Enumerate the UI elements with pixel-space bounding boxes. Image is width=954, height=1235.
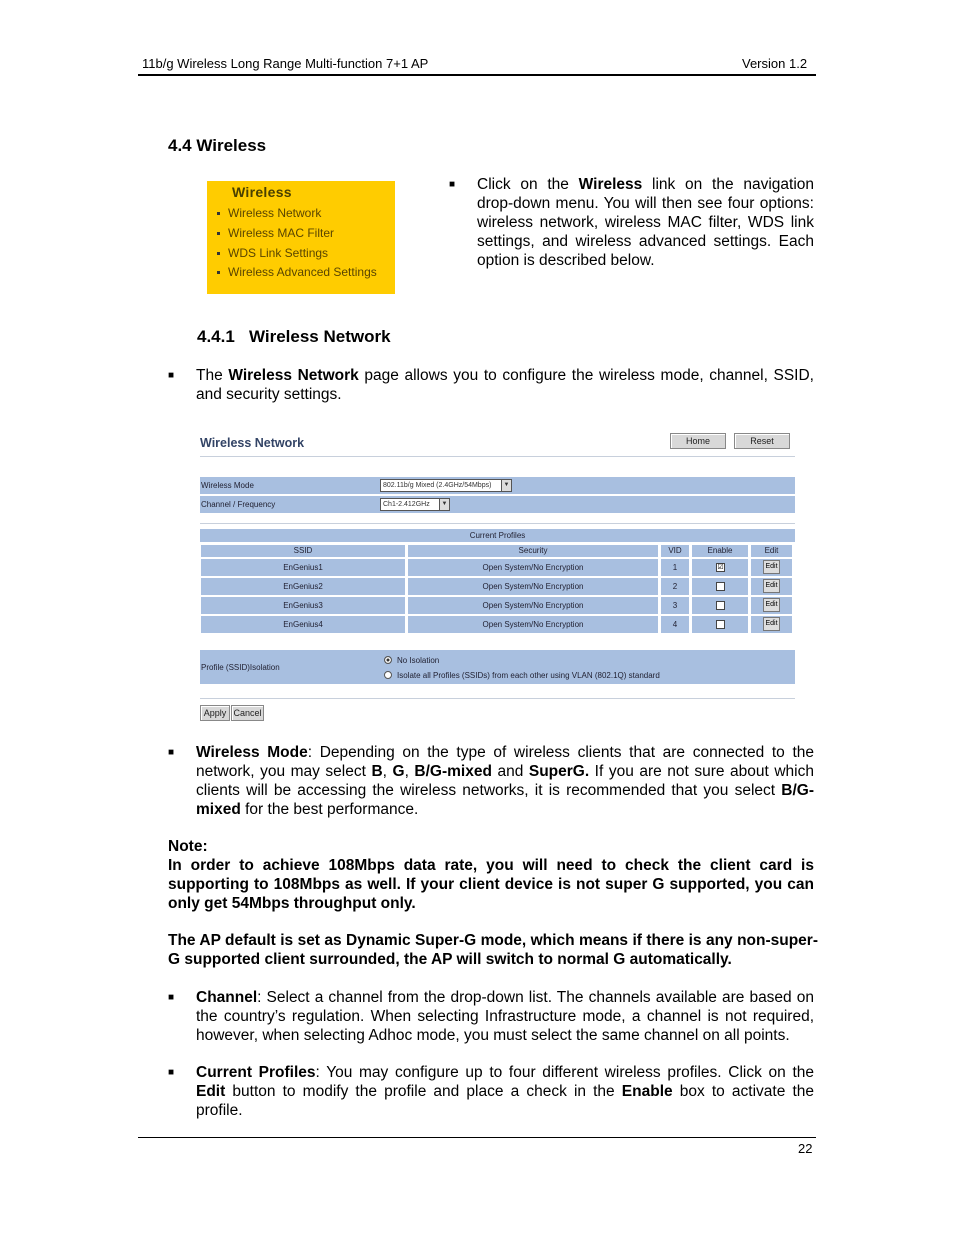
note-label: Note: bbox=[168, 838, 208, 855]
wireless-mode-paragraph: Wireless Mode: Depending on the type of wireless clients that are connected to the network, you may select B, G, B/G-mixed and SuperG. If you are not sure about which clients will be accessing the wireless networks, it is recommended that you select B/G-mixed for the best performance. bbox=[196, 744, 814, 818]
channel-select[interactable]: Ch1-2.412GHz ▼ bbox=[380, 498, 450, 511]
section-heading: 4.4 Wireless bbox=[168, 136, 267, 155]
enable-checkbox[interactable] bbox=[716, 601, 725, 610]
wireless-mode-label: Wireless Mode bbox=[201, 481, 254, 490]
bullet-square-icon: ■ bbox=[168, 992, 175, 1003]
current-profiles-paragraph: Current Profiles: You may configure up to four different wireless profiles. Click on the Edit button to modify the profile and place a check in the Enable box to activate the profile. bbox=[196, 1064, 814, 1119]
security-cell: Open System/No Encryption bbox=[408, 616, 658, 633]
edit-button[interactable]: Edit bbox=[763, 579, 780, 593]
isolation-none-radio[interactable] bbox=[384, 656, 392, 664]
ssid-cell: EnGenius3 bbox=[201, 597, 405, 614]
channel-paragraph: Channel: Select a channel from the drop-down list. The channels available are based on the country’s regulation. When selecting Infrastructure mode, a channel is not required, however, when selecting Adhoc mode, you must select the same channel on all points. bbox=[196, 989, 814, 1044]
apply-button[interactable]: Apply bbox=[200, 705, 230, 721]
intro-paragraph: Click on the Wireless link on the navigation drop-down menu. You will then see four options: wireless network, wireless MAC filter, WDS link settings, and wireless advanced settings. Each option is described below. bbox=[477, 176, 814, 269]
bullet-square-icon: ■ bbox=[449, 179, 456, 190]
divider bbox=[200, 698, 795, 699]
document-title: 11b/g Wireless Long Range Multi-function 7+1 AP bbox=[142, 56, 429, 71]
divider bbox=[200, 456, 795, 457]
edit-button[interactable]: Edit bbox=[763, 617, 780, 631]
wireless-menu-item: WDS Link Settings bbox=[217, 246, 328, 260]
enable-checkbox[interactable] bbox=[716, 620, 725, 629]
screenshot-title: Wireless Network bbox=[200, 436, 305, 450]
reset-button[interactable]: Reset bbox=[734, 433, 790, 449]
wireless-network-screenshot bbox=[196, 422, 802, 724]
wireless-menu-item: Wireless MAC Filter bbox=[217, 226, 334, 240]
isolation-vlan-radio[interactable] bbox=[384, 671, 392, 679]
cancel-button[interactable]: Cancel bbox=[231, 705, 264, 721]
ssid-cell: EnGenius2 bbox=[201, 578, 405, 595]
ssid-cell: EnGenius4 bbox=[201, 616, 405, 633]
bullet-square-icon: ■ bbox=[168, 1067, 175, 1078]
footer-rule bbox=[138, 1137, 816, 1138]
vid-cell: 2 bbox=[661, 578, 689, 595]
wireless-menu-image bbox=[207, 181, 395, 294]
note-paragraph-2: The AP default is set as Dynamic Super-G mode, which means if there is any non-super-G supported client surrounded, the AP will switch to normal G automatically. bbox=[168, 932, 818, 968]
profiles-heading: Current Profiles bbox=[200, 529, 795, 542]
security-cell: Open System/No Encryption bbox=[408, 578, 658, 595]
vid-cell: 3 bbox=[661, 597, 689, 614]
wireless-menu-title: Wireless bbox=[232, 184, 292, 200]
isolation-vlan-label: Isolate all Profiles (SSIDs) from each other using VLAN (802.1Q) standard bbox=[397, 671, 660, 680]
enable-checkbox[interactable] bbox=[716, 582, 725, 591]
document-version: Version 1.2 bbox=[742, 56, 808, 71]
page-number: 22 bbox=[798, 1141, 813, 1156]
isolation-none-label: No Isolation bbox=[397, 656, 440, 665]
col-security: Security bbox=[408, 545, 658, 557]
vid-cell: 1 bbox=[661, 559, 689, 576]
subsection-heading: 4.4.1 Wireless Network bbox=[197, 327, 391, 346]
bullet-square-icon: ■ bbox=[168, 747, 175, 758]
wireless-menu-item: Wireless Advanced Settings bbox=[217, 265, 377, 279]
col-ssid: SSID bbox=[201, 545, 405, 557]
security-cell: Open System/No Encryption bbox=[408, 559, 658, 576]
vid-cell: 4 bbox=[661, 616, 689, 633]
wireless-network-paragraph: The Wireless Network page allows you to configure the wireless mode, channel, SSID, and security settings. bbox=[196, 367, 814, 403]
channel-row bbox=[200, 496, 795, 513]
security-cell: Open System/No Encryption bbox=[408, 597, 658, 614]
col-edit: Edit bbox=[751, 545, 792, 557]
col-enable: Enable bbox=[692, 545, 748, 557]
ssid-cell: EnGenius1 bbox=[201, 559, 405, 576]
chevron-down-icon: ▼ bbox=[501, 480, 511, 491]
note-paragraph-1: In order to achieve 108Mbps data rate, you will need to check the client card is supporting to 108Mbps as well. If your client device is not super G supported, you can only get 54Mbps throughput only. bbox=[168, 857, 814, 912]
wireless-menu-item: Wireless Network bbox=[217, 206, 321, 220]
home-button[interactable]: Home bbox=[670, 433, 726, 449]
edit-button[interactable]: Edit bbox=[763, 560, 780, 574]
divider bbox=[200, 523, 795, 524]
col-vid: VID bbox=[661, 545, 689, 557]
channel-label: Channel / Frequency bbox=[201, 500, 276, 509]
edit-button[interactable]: Edit bbox=[763, 598, 780, 612]
wireless-mode-select[interactable]: 802.11b/g Mixed (2.4GHz/54Mbps) ▼ bbox=[380, 479, 512, 492]
chevron-down-icon: ▼ bbox=[439, 499, 449, 510]
header-rule bbox=[138, 74, 816, 76]
enable-checkbox[interactable]: ☑ bbox=[717, 564, 724, 571]
bullet-square-icon: ■ bbox=[168, 370, 175, 381]
isolation-label: Profile (SSID)Isolation bbox=[201, 663, 280, 672]
